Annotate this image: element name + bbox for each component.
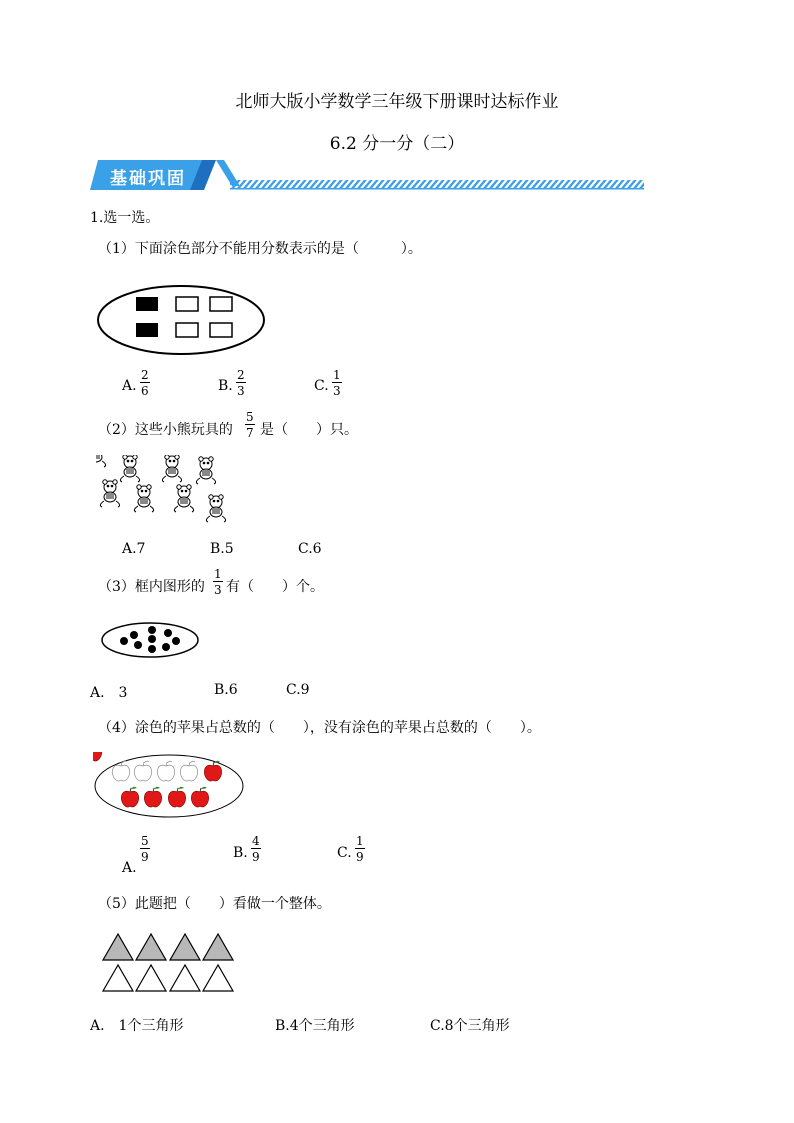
q2-stem-before: （2）这些小熊玩具的 xyxy=(98,422,233,438)
q3-option-c[interactable]: C.9 xyxy=(286,682,310,698)
section-label: 基础巩固 xyxy=(110,169,186,189)
q3-stem-before: （3）框内图形的 xyxy=(98,579,205,595)
q2-stem-after: 是（ ）只。 xyxy=(260,422,358,438)
q1-option-a-fraction: $\frac{2}{6}$ xyxy=(141,368,149,398)
q3-stem-after: 有（ ）个。 xyxy=(226,579,324,595)
q5-figure-triangles xyxy=(100,932,240,996)
q5-option-b[interactable]: B.4个三角形 xyxy=(275,1018,355,1034)
q2-option-b[interactable]: B.5 xyxy=(210,541,234,557)
q4-option-b-fraction: $\frac{4}{9}$ xyxy=(252,834,260,864)
q4-option-c-letter[interactable]: C. xyxy=(337,845,352,861)
q1-stem: （1）下面涂色部分不能用分数表示的是（ ）。 xyxy=(98,241,422,257)
q2-option-c[interactable]: C.6 xyxy=(298,541,322,557)
q1-option-b-letter[interactable]: B. xyxy=(218,378,233,394)
page-subtitle: 6.2 分一分（二） xyxy=(329,134,465,154)
q5-option-c[interactable]: C.8个三角形 xyxy=(430,1018,510,1034)
q1-option-c-letter[interactable]: C. xyxy=(314,378,329,394)
q4-option-a-letter[interactable]: A. xyxy=(122,860,137,876)
q3-figure-ellipse-dots xyxy=(100,621,202,659)
q4-figure-apples xyxy=(93,752,247,820)
q3-stem-fraction: $\frac{1}{3}$ xyxy=(214,567,222,597)
q1-option-c-fraction: $\frac{1}{3}$ xyxy=(333,368,341,398)
q2-stem-fraction: $\frac{5}{7}$ xyxy=(246,410,254,440)
q3-option-a[interactable]: A. 3 xyxy=(90,685,128,701)
page-title: 北师大版小学数学三年级下册课时达标作业 xyxy=(235,92,559,112)
q5-option-a[interactable]: A. 1个三角形 xyxy=(90,1018,184,1034)
q3-option-b[interactable]: B.6 xyxy=(214,682,238,698)
q4-option-c-fraction: $\frac{1}{9}$ xyxy=(356,834,364,864)
q4-stem: （4）涂色的苹果占总数的（ ），没有涂色的苹果占总数的（ ）。 xyxy=(98,720,541,736)
q1-option-a-letter[interactable]: A. xyxy=(122,378,137,394)
q2-option-a[interactable]: A.7 xyxy=(122,541,146,557)
q2-figure-teddy-bears xyxy=(96,455,236,525)
q1-option-b-fraction: $\frac{2}{3}$ xyxy=(237,368,245,398)
q4-option-b-letter[interactable]: B. xyxy=(233,845,248,861)
q1-figure-ellipse-rectangles xyxy=(96,283,268,357)
q5-stem: （5）此题把（ ）看做一个整体。 xyxy=(98,896,331,912)
q4-option-a-fraction: $\frac{5}{9}$ xyxy=(141,834,149,864)
question-heading: 1.选一选。 xyxy=(90,210,160,226)
